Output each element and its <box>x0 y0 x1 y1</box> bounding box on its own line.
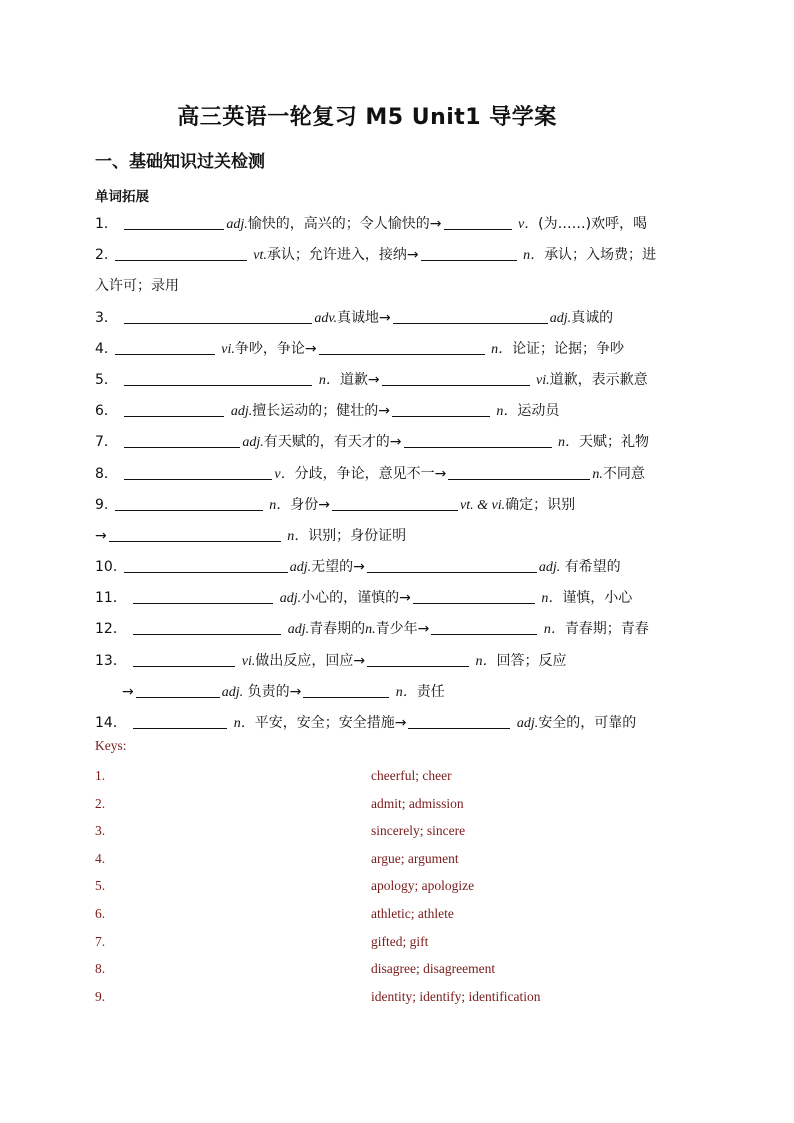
item-number: 7． <box>95 434 118 451</box>
definition: 青春期；青春 <box>564 621 649 638</box>
definition: (为……)欢呼，喝 <box>538 216 648 232</box>
answer-blank[interactable] <box>444 213 512 230</box>
part-of-speech: n． <box>491 341 513 357</box>
key-row <box>95 983 695 1011</box>
part-of-speech: adj. <box>242 435 264 451</box>
definition: 天赋；礼物 <box>578 434 649 451</box>
key-answer: sincerely; sincere <box>371 823 466 839</box>
part-of-speech: vi. <box>536 372 550 388</box>
part-of-speech: adj. <box>226 217 248 232</box>
answer-blank[interactable] <box>124 463 272 480</box>
exercise-line <box>95 708 710 739</box>
item-number: 13． <box>95 652 127 669</box>
page-title: 高三英语一轮复习 M5 Unit1 导学案 <box>177 105 557 130</box>
item-number: 12． <box>95 621 127 638</box>
answer-blank[interactable] <box>124 213 224 230</box>
answer-blank[interactable] <box>115 244 247 261</box>
answer-blank[interactable] <box>124 307 312 324</box>
key-row <box>95 790 695 818</box>
definition: 承认；入场费；进 <box>544 247 657 264</box>
answer-blank[interactable] <box>404 431 552 448</box>
arrow: → <box>95 527 107 544</box>
section-heading: 一、基础知识过关检测 <box>95 152 265 172</box>
part-of-speech: vi. <box>221 341 235 357</box>
definition: 入许可；录用 <box>95 278 179 295</box>
part-of-speech: n． <box>395 684 417 700</box>
item-number: 6． <box>95 403 118 420</box>
answer-blank[interactable] <box>393 307 548 324</box>
exercise-line <box>95 303 710 334</box>
item-number: 10. <box>95 559 118 576</box>
exercise-line <box>95 365 710 396</box>
key-row <box>95 955 695 983</box>
definition: 安全的，可靠的 <box>538 715 637 731</box>
answer-blank[interactable] <box>133 587 273 604</box>
definition: 无望的→ <box>311 559 365 576</box>
exercise-line <box>95 209 710 240</box>
exercise-line <box>95 646 710 677</box>
part-of-speech: adj. <box>549 310 572 326</box>
part-of-speech: n． <box>541 591 563 607</box>
answer-blank[interactable] <box>392 400 490 417</box>
part-of-speech: n． <box>318 372 340 388</box>
answer-blank[interactable] <box>367 556 537 573</box>
definition: 争吵，争论→ <box>234 340 317 357</box>
item-number: 14． <box>95 715 127 731</box>
key-number: 5. <box>95 878 106 894</box>
definition: 做出反应，回应→ <box>255 652 366 669</box>
definition: 真诚地→ <box>337 309 391 326</box>
definition: 识别；身份证明 <box>308 527 407 544</box>
definition: 谨慎，小心 <box>562 590 633 607</box>
answer-blank[interactable] <box>124 431 240 448</box>
key-number: 9. <box>95 988 106 1004</box>
part-of-speech: v． <box>274 466 295 482</box>
part-of-speech: n． <box>233 716 255 731</box>
definition: 有希望的 <box>564 559 621 576</box>
answer-blank[interactable] <box>124 556 288 573</box>
part-of-speech: n. <box>592 466 603 482</box>
exercise-line <box>95 396 710 427</box>
definition: 真诚的 <box>571 309 614 326</box>
answer-blank[interactable] <box>124 369 312 386</box>
answer-blank[interactable] <box>367 650 469 667</box>
key-answer: athletic; athlete <box>371 905 454 921</box>
key-number: 6. <box>95 905 106 921</box>
exercise-line-continuation <box>95 521 710 552</box>
key-row <box>95 872 695 900</box>
answer-blank[interactable] <box>115 338 215 355</box>
part-of-speech: adv. <box>314 310 338 326</box>
part-of-speech: n. <box>365 622 376 638</box>
item-number: 4. <box>95 340 109 357</box>
definition: 运动员 <box>517 403 560 420</box>
exercise-line <box>95 334 710 365</box>
item-number: 5． <box>95 371 118 388</box>
answer-blank[interactable] <box>421 244 517 261</box>
definition: 分歧，争论，意见不一→ <box>294 465 447 482</box>
answer-blank[interactable] <box>115 494 263 511</box>
key-answer: identity; identify; identification <box>371 988 541 1004</box>
keys-label: Keys: <box>95 738 127 753</box>
part-of-speech: n． <box>543 622 565 638</box>
answer-blank[interactable] <box>448 463 590 480</box>
answer-blank[interactable] <box>303 681 389 698</box>
key-number: 3. <box>95 823 106 839</box>
key-answer: argue; argument <box>371 850 459 866</box>
arrow: → <box>122 683 134 700</box>
definition: 有天赋的，有天才的→ <box>263 434 402 451</box>
exercise-line-continuation <box>95 677 710 708</box>
part-of-speech: adj. <box>289 560 312 576</box>
definition: 回答；反应 <box>496 652 567 669</box>
part-of-speech: adj. <box>287 622 310 638</box>
key-number: 8. <box>95 961 106 977</box>
exercise-line <box>95 490 710 521</box>
answer-blank[interactable] <box>109 525 281 542</box>
key-answer: cheerful; cheer <box>371 768 452 783</box>
exercise-line <box>95 240 710 271</box>
part-of-speech: n． <box>287 528 309 544</box>
item-number: 3． <box>95 309 118 326</box>
key-answer: admit; admission <box>371 795 464 811</box>
exercise-line <box>95 583 710 614</box>
key-row <box>95 928 695 956</box>
definition: 负责的→ <box>243 683 302 700</box>
part-of-speech: adj. <box>221 684 244 700</box>
part-of-speech: vt. <box>253 248 267 264</box>
definition: 愉快的，高兴的；令人愉快的→ <box>247 216 442 232</box>
item-number: 9. <box>95 496 109 513</box>
subsection-heading: 单词拓展 <box>95 189 149 205</box>
key-row <box>95 845 695 873</box>
definition: 青少年→ <box>375 621 430 638</box>
part-of-speech: adj. <box>516 716 539 731</box>
definition: 确定；识别 <box>505 496 576 513</box>
part-of-speech: adj. <box>538 560 561 576</box>
answer-keys <box>95 762 695 1010</box>
answer-blank[interactable] <box>431 618 537 635</box>
answer-blank[interactable] <box>133 650 235 667</box>
answer-blank[interactable] <box>319 338 485 355</box>
part-of-speech: n． <box>269 497 291 513</box>
part-of-speech: n． <box>523 248 545 264</box>
answer-blank[interactable] <box>133 712 227 729</box>
definition: 平安，安全；安全措施→ <box>254 715 407 731</box>
item-number: 2. <box>95 247 109 264</box>
part-of-speech: n． <box>496 404 518 420</box>
definition: 小心的，谨慎的→ <box>301 590 411 607</box>
key-row <box>95 900 695 928</box>
key-number: 1. <box>95 768 106 783</box>
answer-blank[interactable] <box>408 712 510 729</box>
key-row <box>95 817 695 845</box>
key-answer: disagree; disagreement <box>371 961 496 977</box>
item-number: 11． <box>95 590 127 607</box>
key-number: 4. <box>95 850 106 866</box>
definition: 不同意 <box>602 465 645 482</box>
key-answer: apology; apologize <box>371 878 475 894</box>
part-of-speech: v． <box>517 217 539 232</box>
answer-blank[interactable] <box>332 494 458 511</box>
key-number: 7. <box>95 933 106 949</box>
part-of-speech: vi. <box>241 653 256 669</box>
item-number: 1． <box>95 216 118 232</box>
part-of-speech: adj. <box>230 404 253 420</box>
answer-blank[interactable] <box>382 369 530 386</box>
key-row <box>95 762 695 790</box>
key-number: 2. <box>95 795 106 811</box>
exercise-line-continuation <box>95 271 710 302</box>
part-of-speech: n． <box>557 435 579 451</box>
answer-blank[interactable] <box>136 681 220 698</box>
definition: 承认；允许进入，接纳→ <box>266 247 419 264</box>
part-of-speech: adj. <box>279 591 302 607</box>
item-number: 8． <box>95 465 118 482</box>
definition: 道歉→ <box>339 371 380 388</box>
exercise-line <box>95 427 710 458</box>
answer-blank[interactable] <box>133 618 281 635</box>
definition: 擅长运动的；健壮的→ <box>252 403 390 420</box>
answer-blank[interactable] <box>124 400 224 417</box>
definition: 论证；论据；争吵 <box>512 340 625 357</box>
definition: 道歉，表示歉意 <box>549 371 648 388</box>
answer-blank[interactable] <box>413 587 535 604</box>
exercise-line <box>95 614 710 645</box>
exercise-line <box>95 552 710 583</box>
key-answer: gifted; gift <box>371 933 429 949</box>
part-of-speech: vt. & vi. <box>460 497 506 513</box>
exercise-list <box>95 209 710 739</box>
part-of-speech: n． <box>475 653 497 669</box>
definition: 青春期的 <box>309 621 366 638</box>
definition: 身份→ <box>290 496 330 513</box>
definition: 责任 <box>416 683 445 700</box>
exercise-line <box>95 459 710 490</box>
